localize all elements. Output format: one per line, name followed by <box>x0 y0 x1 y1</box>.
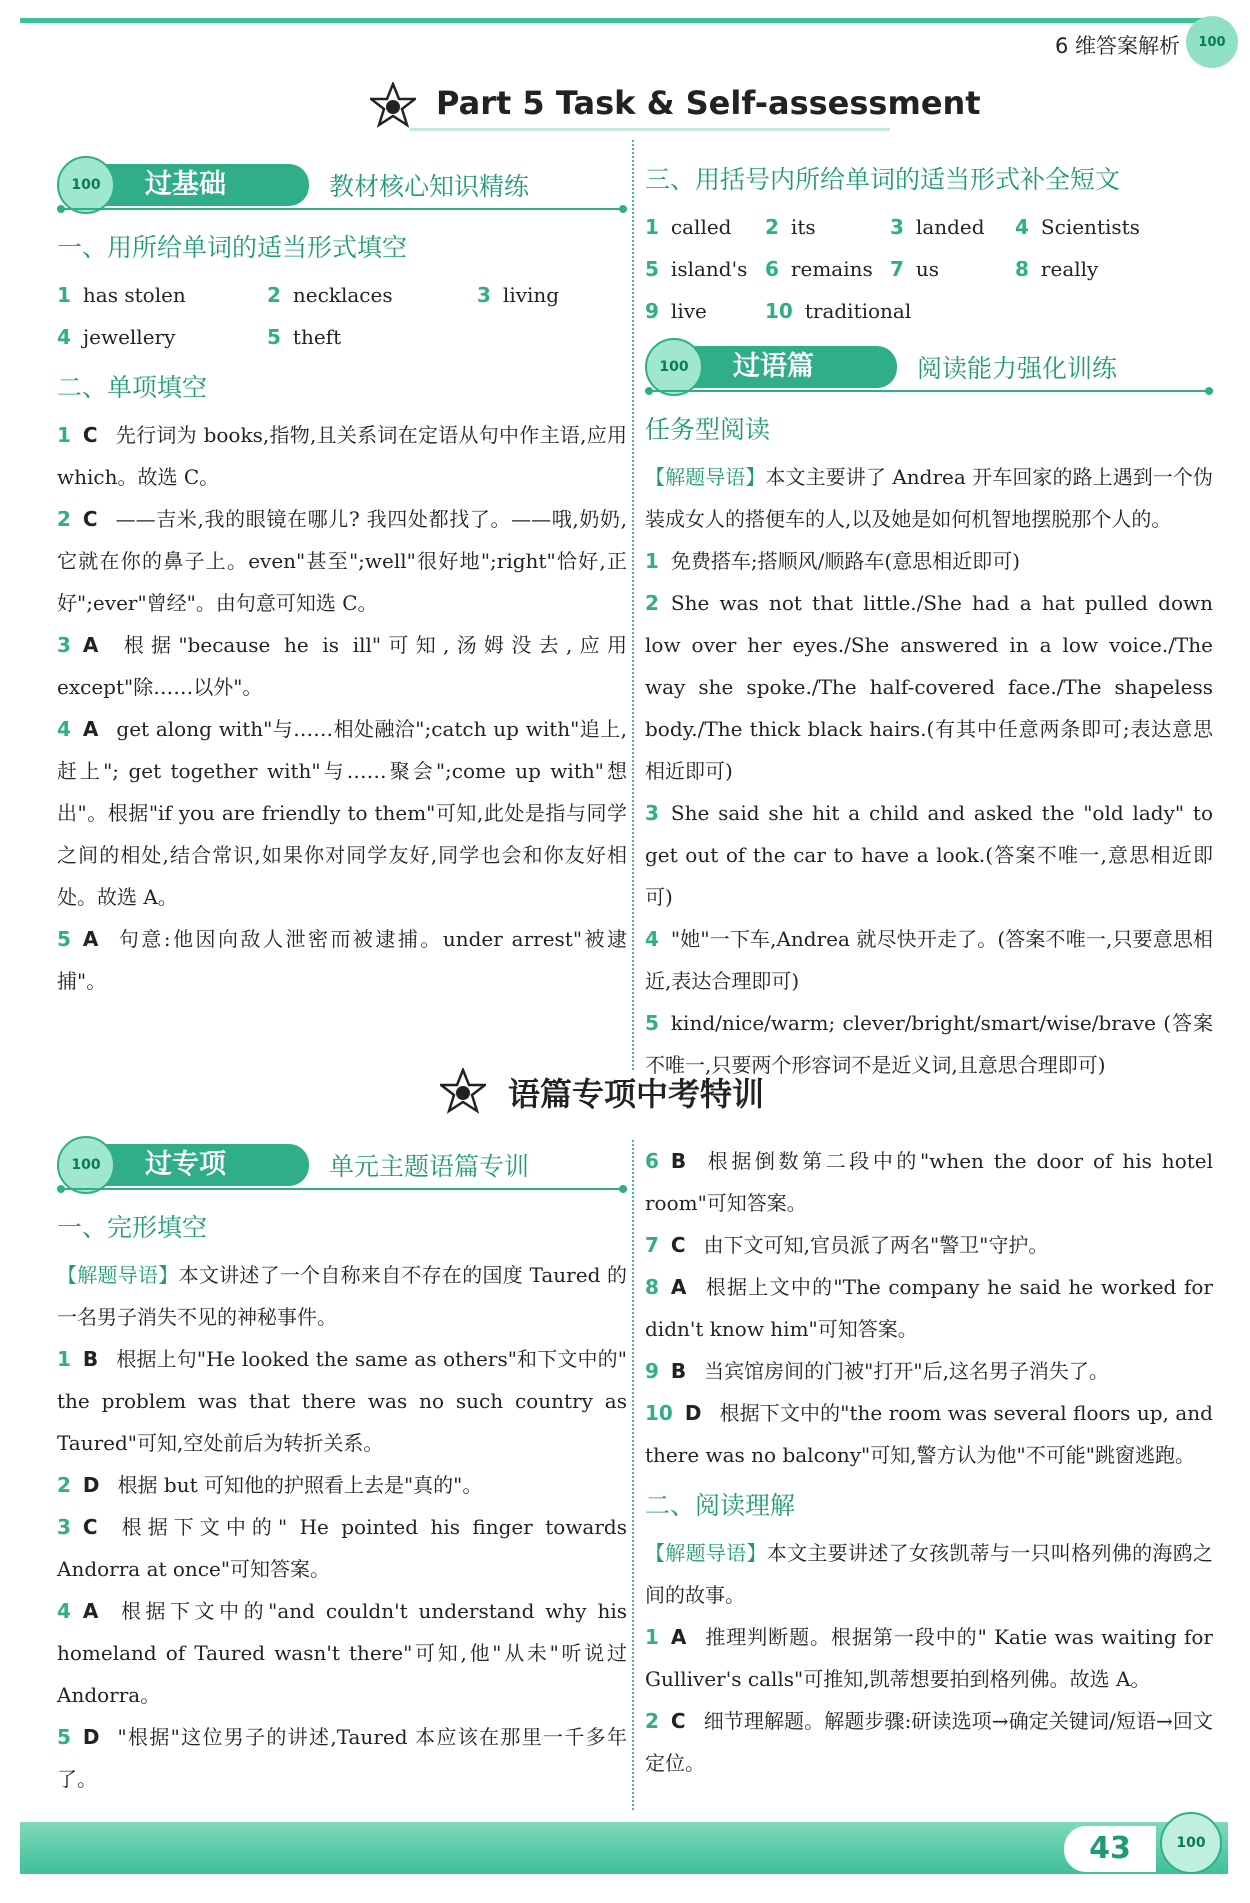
banner-badge: 过专项 <box>79 1144 309 1186</box>
answer-item: 2 necklaces <box>267 283 393 307</box>
answer-grid <box>645 206 1213 290</box>
answer-item: 4 "她"一下车,Andrea 就尽快开走了。(答案不唯一,只要意思相近,表达合理即可) <box>645 927 1213 993</box>
answer-item: 5 theft <box>267 325 342 349</box>
header-tag: 6 维答案解析 <box>1054 34 1180 58</box>
right-bottom-column <box>645 1140 1213 1784</box>
mascot-icon: 100 <box>1160 1812 1222 1874</box>
dot-icon <box>57 205 65 213</box>
footer-bar <box>20 1822 1228 1874</box>
answer-item: 3 landed <box>890 215 985 239</box>
banner-badge: 过语篇 <box>667 346 897 388</box>
answer-item: 6 B 根据倒数第二段中的"when the door of his hotel room"可知答案。 <box>645 1149 1213 1215</box>
section-banner <box>57 160 627 210</box>
banner-subtitle: 单元主题语篇专训 <box>329 1152 530 1181</box>
answer-item: 3 living <box>477 283 560 307</box>
answer-item: 4 A get along with"与……相处融洽";catch up with"追上,赶上"; get together with"与……聚会";come up with"想出"。根据"if you are friendly to them"可知,此处是指与同学之间的相处,结合常识,如果你对同学友好,同学也会和你友好相处。故选 A。 <box>57 717 627 909</box>
answer-item: 3 She said she hit a child and asked the "old lady" to get out of the car to have a look.(答案不唯一,意思相近即可) <box>645 801 1213 909</box>
answer-item: 4 A 根据下文中的"and couldn't understand why his homeland of Taured wasn't there"可知,他"从未"听说过 Andorra。 <box>57 1599 627 1707</box>
section-main-title <box>440 1065 860 1117</box>
section-banner <box>645 342 1213 392</box>
answer-item: 3 C 根据下文中的" He pointed his finger towards Andorra at once"可知答案。 <box>57 1515 627 1581</box>
answer-item: 1 A 推理判断题。根据第一段中的" Katie was waiting for Gulliver's calls"可推知,凯蒂想要拍到格列佛。故选 A。 <box>645 1625 1213 1691</box>
answer-item: 4 jewellery <box>57 325 176 349</box>
banner-badge: 过基础 <box>79 164 309 206</box>
banner-subtitle: 教材核心知识精练 <box>329 172 530 201</box>
mascot-icon: 100 <box>645 338 703 396</box>
column-divider <box>632 140 634 1070</box>
dot-icon <box>619 1185 627 1193</box>
answer-item: 8 A 根据上文中的"The company he said he worked for didn't know him"可知答案。 <box>645 1275 1213 1341</box>
answer-item: 8 really <box>1015 257 1099 281</box>
banner-subtitle: 阅读能力强化训练 <box>917 354 1118 383</box>
answer-item: 10 traditional <box>765 299 912 323</box>
answer-item: 1 免费搭车;搭顺风/顺路车(意思相近即可) <box>645 549 1021 573</box>
section-title: 二、单项填空 <box>57 373 208 402</box>
answer-item: 2 D 根据 but 可知他的护照看上去是"真的"。 <box>57 1473 483 1497</box>
answer-item: 7 C 由下文可知,官员派了两名"警卫"守护。 <box>645 1233 1049 1257</box>
section-banner <box>57 1140 627 1190</box>
answer-item: 1 B 根据上句"He looked the same as others"和下文中的" the problem was that there was no such country as Taured"可知,空处前后为转折关系。 <box>57 1347 627 1455</box>
right-top-column <box>645 150 1213 1086</box>
answer-item: 6 remains <box>765 257 873 281</box>
answer-item: 9 B 当宾馆房间的门被"打开"后,这名男子消失了。 <box>645 1359 1109 1383</box>
page-number: 43 <box>1064 1826 1156 1872</box>
mascot-icon: 100 <box>57 1136 115 1194</box>
answer-item: 3 A 根据"because he is ill"可知,汤姆没去,应用 except"除……以外"。 <box>57 633 627 699</box>
mascot-icon: 100 <box>1186 16 1238 68</box>
answer-grid <box>57 274 627 358</box>
answer-item: 7 us <box>890 257 940 281</box>
title-underline <box>410 128 890 131</box>
section-title: 一、用所给单词的适当形式填空 <box>57 233 408 262</box>
answer-grid <box>645 290 1213 332</box>
star-icon <box>370 82 416 128</box>
guide-paragraph: 【解题导语】本文讲述了一个自称来自不存在的国度 Taured 的一名男子消失不见的神秘事件。 <box>57 1263 627 1329</box>
answer-item: 2 She was not that little./She had a hat pulled down low over her eyes./She answered in a low voice./The way she spoke./The half-covered face./The shapeless body./The thick black hairs.(有其中任意两条即可;表达意思相近即可) <box>645 591 1213 783</box>
answer-item: 1 has stolen <box>57 283 186 307</box>
banner-line <box>645 390 1213 392</box>
column-divider <box>632 1140 634 1810</box>
dot-icon <box>57 1185 65 1193</box>
section-title: 一、完形填空 <box>57 1213 208 1242</box>
answer-item: 5 D "根据"这位男子的讲述,Taured 本应该在那里一千多年了。 <box>57 1725 627 1791</box>
answer-item: 5 A 句意:他因向敌人泄密而被逮捕。under arrest"被逮捕"。 <box>57 927 627 993</box>
left-bottom-column <box>57 1140 627 1800</box>
answer-item: 5 kind/nice/warm; clever/bright/smart/wise/brave (答案不唯一,只要两个形容词不是近义词,且意思合理即可) <box>645 1011 1213 1077</box>
banner-line <box>57 1188 627 1190</box>
section-title: 三、用括号内所给单词的适当形式补全短文 <box>645 165 1121 194</box>
answer-item: 2 C 细节理解题。解题步骤:研读选项→确定关键词/短语→回文定位。 <box>645 1709 1213 1775</box>
dot-icon <box>1205 387 1213 395</box>
answer-item: 5 island's <box>645 257 748 281</box>
top-rule <box>20 18 1220 23</box>
center-title-text: 语篇专项中考特训 <box>508 1075 765 1113</box>
left-top-column <box>57 160 627 1002</box>
answer-item: 9 live <box>645 299 707 323</box>
banner-line <box>57 208 627 210</box>
answer-item: 2 its <box>765 215 816 239</box>
answer-item: 1 C 先行词为 books,指物,且关系词在定语从句中作主语,应用 which。故选 C。 <box>57 423 627 489</box>
star-icon <box>440 1068 486 1114</box>
answer-item: 2 C ——吉米,我的眼镜在哪儿? 我四处都找了。——哦,奶奶,它就在你的鼻子上。even"甚至";well"很好地";right"恰好,正好";ever"曾经"。由句意可知选 C。 <box>57 507 627 615</box>
section-title: 任务型阅读 <box>645 415 771 444</box>
part-title <box>370 80 981 130</box>
part-title-text: Part 5 Task & Self-assessment <box>436 84 981 122</box>
guide-paragraph: 【解题导语】本文主要讲述了女孩凯蒂与一只叫格列佛的海鸥之间的故事。 <box>645 1541 1214 1607</box>
answer-item: 10 D 根据下文中的"the room was several floors up, and there was no balcony"可知,警方认为他"不可能"跳窗逃跑。 <box>645 1401 1213 1467</box>
dot-icon <box>645 387 653 395</box>
section-title: 二、阅读理解 <box>645 1491 796 1520</box>
answer-item: 4 Scientists <box>1015 215 1140 239</box>
mascot-icon: 100 <box>57 156 115 214</box>
dot-icon <box>619 205 627 213</box>
answer-item: 1 called <box>645 215 732 239</box>
guide-paragraph: 【解题导语】本文主要讲了 Andrea 开车回家的路上遇到一个伪装成女人的搭便车的人,以及她是如何机智地摆脱那个人的。 <box>645 465 1214 531</box>
